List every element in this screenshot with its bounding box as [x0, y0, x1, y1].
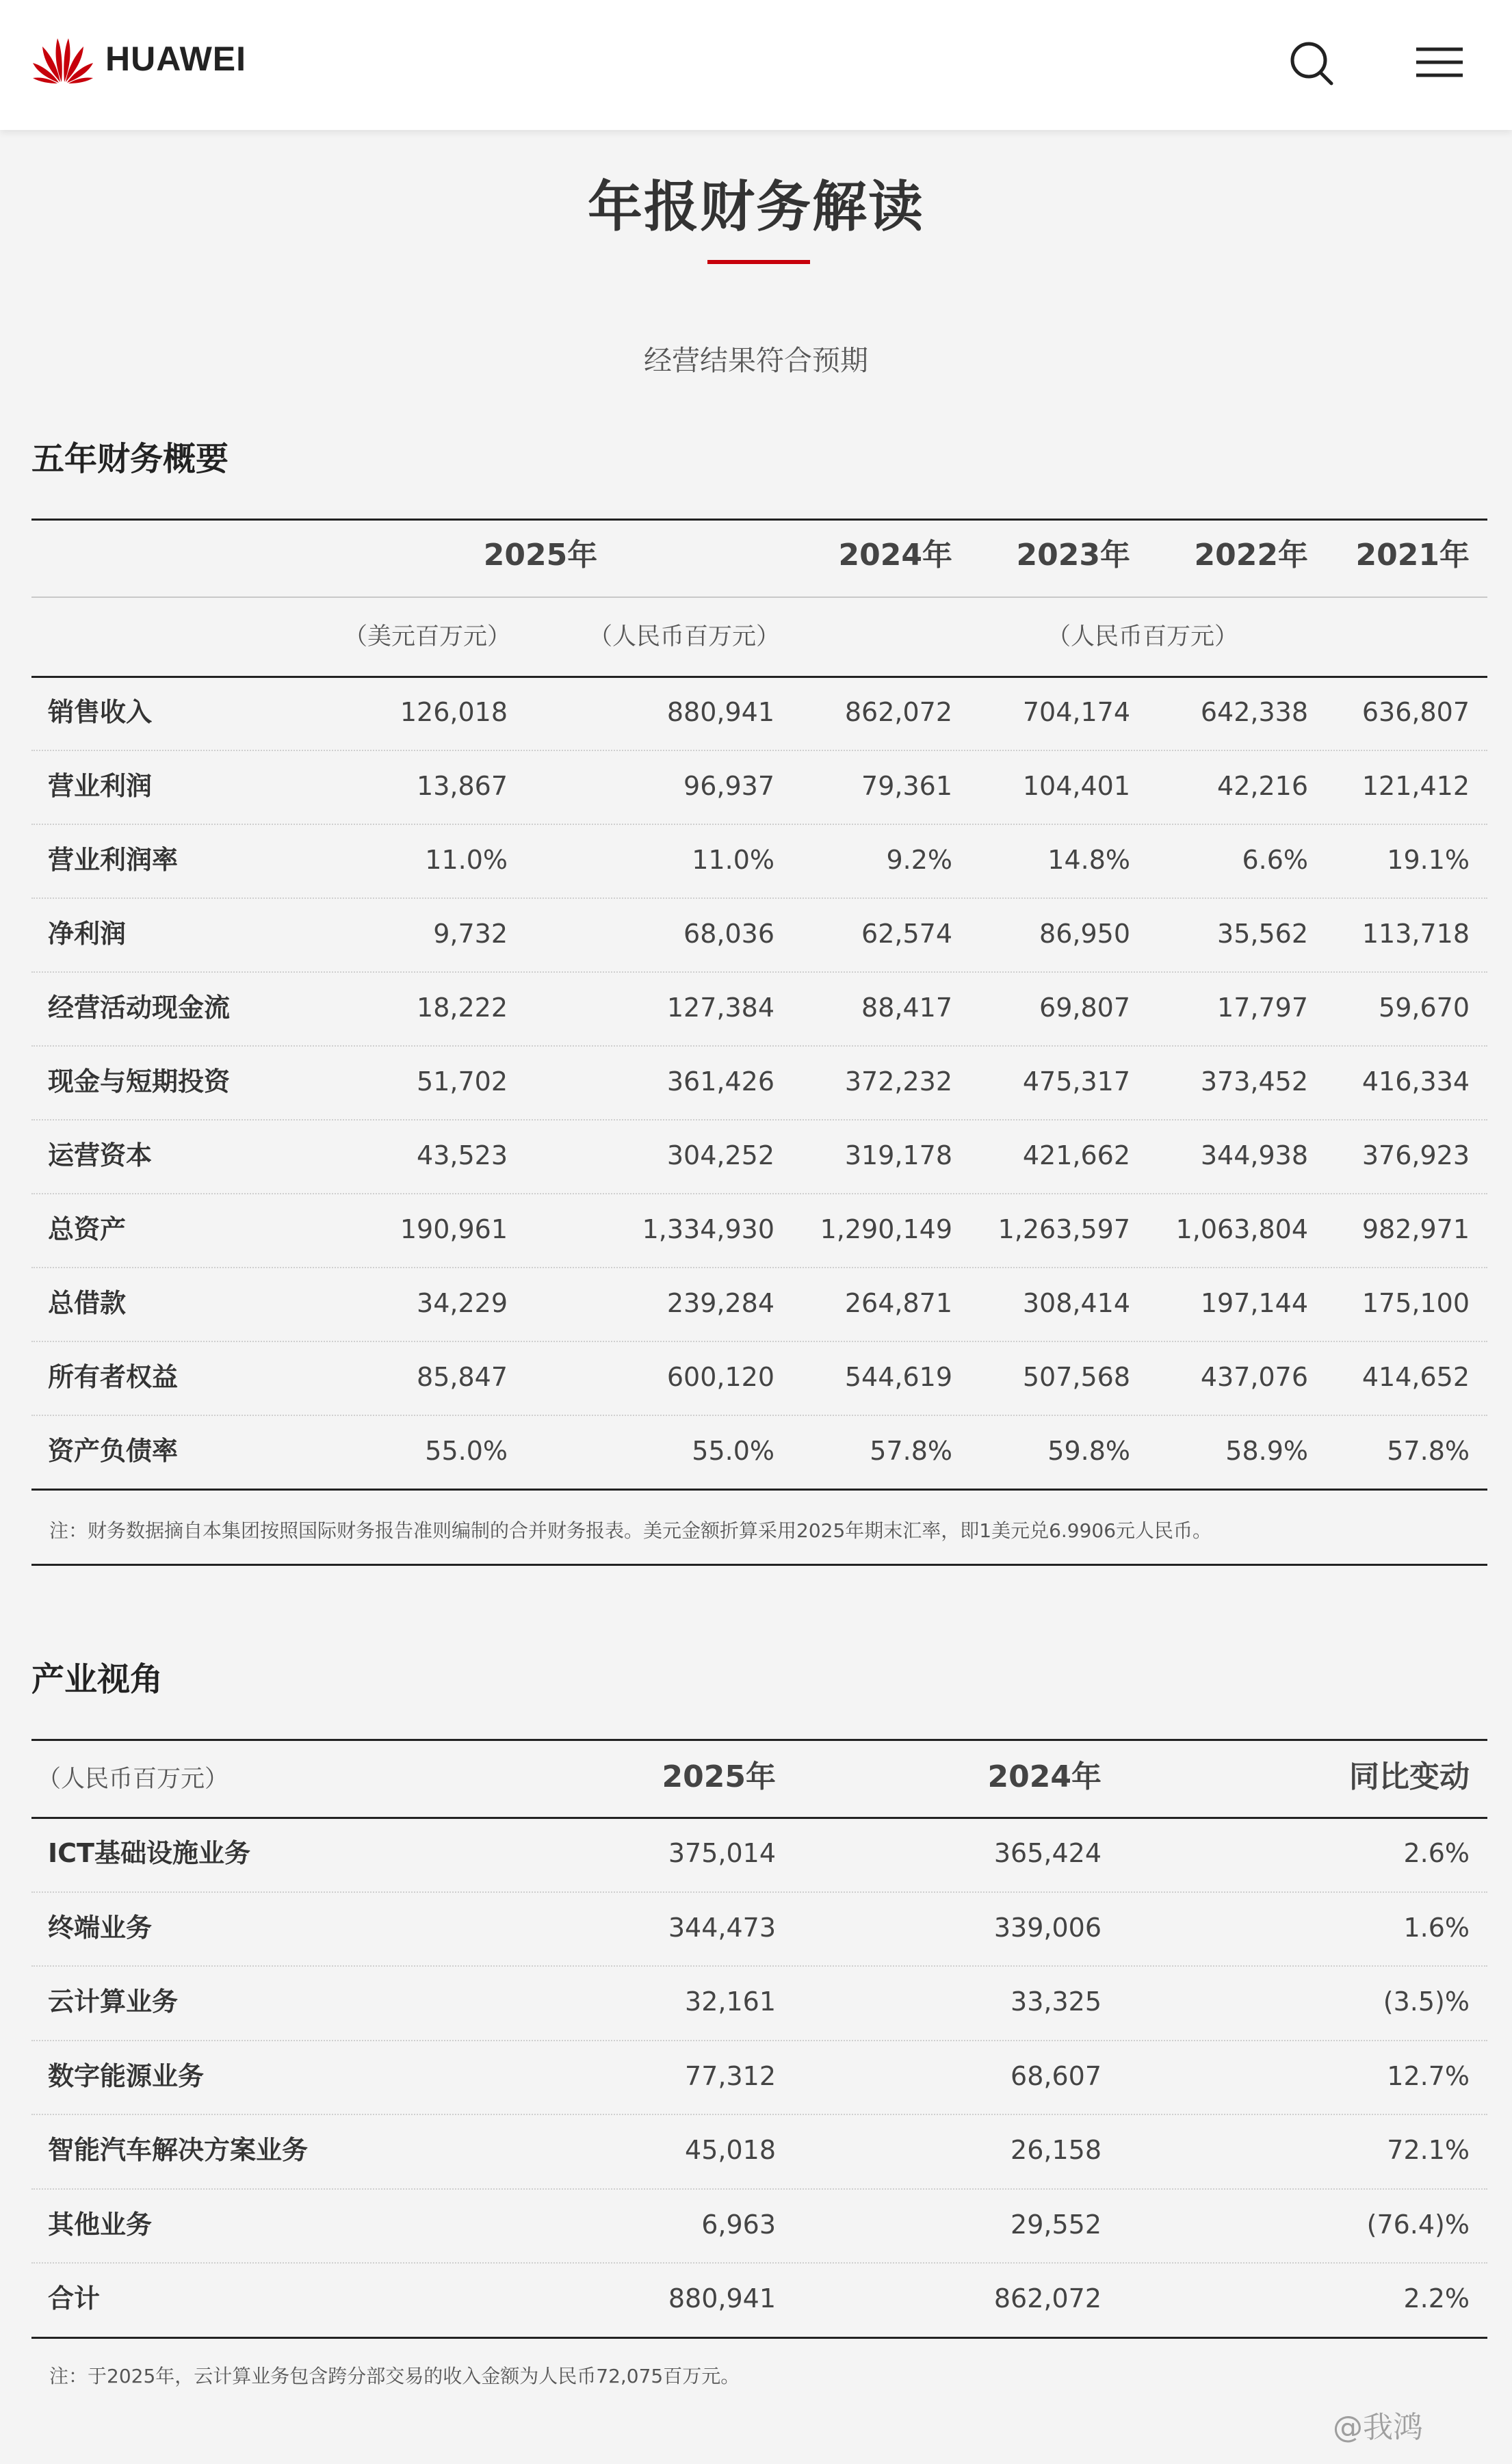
table-cell: 704,174: [1022, 697, 1130, 727]
table-cell: 642,338: [1200, 697, 1308, 727]
table-cell: 9,732: [433, 919, 508, 949]
row-label: 所有者权益: [48, 1362, 179, 1392]
table-cell: 372,232: [844, 1066, 952, 1097]
table-cell: 113,718: [1361, 919, 1470, 949]
table-cell: 68,036: [683, 919, 774, 949]
table-cell: 1,063,804: [1175, 1214, 1308, 1244]
table-cell: 17,797: [1217, 993, 1308, 1023]
table-cell: 544,619: [844, 1362, 952, 1392]
table-cell: 416,334: [1361, 1066, 1470, 1097]
table-cell: 304,252: [666, 1140, 774, 1170]
hamburger-menu-icon[interactable]: [1412, 36, 1467, 90]
table-cell: 13,867: [417, 771, 508, 801]
table-cell: 1,263,597: [998, 1214, 1130, 1244]
table-cell: 55.0%: [425, 1436, 508, 1466]
table-cell: 68,607: [1011, 2061, 1102, 2091]
table-cell: 361,426: [666, 1066, 774, 1097]
table-cell: 57.8%: [870, 1436, 952, 1466]
header-bottom-rule: [31, 676, 1487, 678]
table-cell: 12.7%: [1387, 2061, 1470, 2091]
row-divider: [31, 1415, 1487, 1416]
table-cell: 55.0%: [692, 1436, 774, 1466]
table-cell: 344,938: [1200, 1140, 1308, 1170]
table-cell: 19.1%: [1387, 845, 1470, 875]
summary-section-title: 五年财务概要: [31, 440, 229, 478]
table-cell: 32,161: [685, 1987, 776, 2017]
row-divider: [31, 971, 1487, 973]
table-cell: 18,222: [417, 993, 508, 1023]
row-label: 经营活动现金流: [48, 993, 231, 1023]
table-cell: 190,961: [400, 1214, 508, 1244]
row-divider: [31, 2188, 1487, 2190]
table-top-rule: [31, 519, 1487, 521]
table-cell: 59,670: [1379, 993, 1470, 1023]
unit-label: （美元百万元）: [343, 623, 512, 651]
unit-label: （人民币百万元）: [588, 623, 781, 651]
table-cell: 2.2%: [1403, 2283, 1470, 2314]
table-cell: 79,361: [861, 771, 952, 801]
row-label: 销售收入: [48, 697, 153, 727]
page-subtitle: 经营结果符合预期: [644, 344, 868, 377]
table-cell: 1.6%: [1403, 1913, 1470, 1943]
search-icon[interactable]: [1285, 36, 1340, 90]
industry-note: 注：于2025年，云计算业务包含跨分部交易的收入金额为人民币72,075百万元。: [49, 2365, 740, 2387]
table-cell: 421,662: [1022, 1140, 1130, 1170]
row-divider: [31, 1267, 1487, 1268]
table-cell: 86,950: [1039, 919, 1130, 949]
table-cell: 11.0%: [692, 845, 774, 875]
row-label: 云计算业务: [48, 1987, 179, 2017]
table-cell: 104,401: [1022, 771, 1130, 801]
table-cell: 475,317: [1022, 1066, 1130, 1097]
year-header: 2024年: [838, 538, 952, 573]
row-divider: [31, 2262, 1487, 2264]
unit-label: （人民币百万元）: [37, 1766, 229, 1793]
row-label: 净利润: [48, 919, 127, 949]
table-cell: 197,144: [1200, 1288, 1308, 1318]
table-top-rule: [31, 1739, 1487, 1741]
table-cell: 2.6%: [1403, 1838, 1470, 1868]
table-cell: 121,412: [1361, 771, 1470, 801]
table-bottom-rule: [31, 1489, 1487, 1491]
table-cell: 45,018: [685, 2135, 776, 2165]
table-cell: 880,941: [666, 697, 774, 727]
row-label: 总借款: [48, 1288, 127, 1318]
row-label: 营业利润: [48, 771, 153, 801]
row-label: 现金与短期投资: [48, 1066, 231, 1097]
header-divider: [31, 597, 1487, 598]
table-cell: 126,018: [400, 697, 508, 727]
watermark: @我鸿: [1333, 2410, 1423, 2445]
row-label: 运营资本: [48, 1140, 153, 1170]
table-cell: 6.6%: [1242, 845, 1308, 875]
industry-section-title: 产业视角: [31, 1660, 164, 1699]
unit-label: （人民币百万元）: [1047, 623, 1239, 651]
table-cell: 339,006: [993, 1913, 1102, 1943]
table-cell: 1,334,930: [642, 1214, 774, 1244]
row-label: 终端业务: [48, 1913, 153, 1943]
table-cell: (3.5)%: [1383, 1987, 1470, 2017]
table-cell: 507,568: [1022, 1362, 1130, 1392]
table-bottom-rule: [31, 2337, 1487, 2339]
table-cell: 375,014: [668, 1838, 776, 1868]
column-header: 2024年: [987, 1759, 1102, 1794]
header-bottom-rule: [31, 1817, 1487, 1819]
row-divider: [31, 1193, 1487, 1194]
row-divider: [31, 2114, 1487, 2115]
table-cell: 77,312: [685, 2061, 776, 2091]
row-label: 数字能源业务: [48, 2061, 205, 2091]
row-label: 资产负债率: [48, 1436, 179, 1466]
row-divider: [31, 1045, 1487, 1047]
table-cell: 982,971: [1361, 1214, 1470, 1244]
row-divider: [31, 824, 1487, 825]
table-cell: 9.2%: [886, 845, 952, 875]
summary-note: 注：财务数据摘自本集团按照国际财务报告准则编制的合并财务报表。美元金额折算采用2025年期末汇率，即1美元兑6.9906元人民币。: [49, 1519, 1212, 1542]
table-cell: 414,652: [1361, 1362, 1470, 1392]
note-bottom-rule: [31, 1564, 1487, 1566]
table-cell: 58.9%: [1225, 1436, 1308, 1466]
table-cell: 308,414: [1022, 1288, 1130, 1318]
table-cell: 96,937: [683, 771, 774, 801]
table-cell: 127,384: [666, 993, 774, 1023]
column-header: 同比变动: [1349, 1759, 1470, 1794]
table-cell: 11.0%: [425, 845, 508, 875]
table-cell: 51,702: [417, 1066, 508, 1097]
row-divider: [31, 897, 1487, 899]
row-label: 其他业务: [48, 2210, 153, 2240]
table-cell: 437,076: [1200, 1362, 1308, 1392]
table-cell: 59.8%: [1047, 1436, 1130, 1466]
year-header: 2021年: [1355, 538, 1470, 573]
table-cell: 29,552: [1011, 2210, 1102, 2240]
table-cell: 14.8%: [1047, 845, 1130, 875]
table-cell: 319,178: [844, 1140, 952, 1170]
row-divider: [31, 1119, 1487, 1120]
year-header: 2022年: [1194, 538, 1308, 573]
table-cell: 26,158: [1011, 2135, 1102, 2165]
table-cell: 35,562: [1217, 919, 1308, 949]
table-cell: 373,452: [1200, 1066, 1308, 1097]
huawei-logo[interactable]: [30, 31, 246, 86]
table-cell: 69,807: [1039, 993, 1130, 1023]
table-cell: 33,325: [1011, 1987, 1102, 2017]
year-header: 2023年: [1016, 538, 1130, 573]
table-cell: 264,871: [844, 1288, 952, 1318]
year-header: 2025年: [483, 538, 598, 573]
page-title: 年报财务解读: [588, 175, 924, 239]
table-cell: 600,120: [666, 1362, 774, 1392]
table-cell: 862,072: [844, 697, 952, 727]
table-cell: 862,072: [993, 2283, 1102, 2314]
title-underline: [707, 260, 810, 264]
row-divider: [31, 1965, 1487, 1967]
row-divider: [31, 750, 1487, 751]
column-header: 2025年: [662, 1759, 776, 1794]
row-label: 合计: [48, 2283, 101, 2314]
table-cell: (76.4)%: [1366, 2210, 1470, 2240]
table-cell: 1,290,149: [820, 1214, 952, 1244]
table-cell: 365,424: [993, 1838, 1102, 1868]
table-cell: 344,473: [668, 1913, 776, 1943]
table-cell: 636,807: [1361, 697, 1470, 727]
row-divider: [31, 1341, 1487, 1342]
row-label: 智能汽车解决方案业务: [48, 2135, 309, 2165]
brand-name: HUAWEI: [105, 40, 246, 78]
table-cell: 42,216: [1217, 771, 1308, 801]
table-cell: 175,100: [1361, 1288, 1470, 1318]
table-cell: 57.8%: [1387, 1436, 1470, 1466]
table-cell: 43,523: [417, 1140, 508, 1170]
table-cell: 6,963: [701, 2210, 776, 2240]
table-cell: 85,847: [417, 1362, 508, 1392]
top-nav-bar: [0, 0, 1512, 130]
table-cell: 62,574: [861, 919, 952, 949]
huawei-flower-icon: [30, 34, 96, 83]
row-label: 总资产: [48, 1214, 127, 1244]
row-label: 营业利润率: [48, 845, 179, 875]
table-cell: 88,417: [861, 993, 952, 1023]
table-cell: 72.1%: [1387, 2135, 1470, 2165]
row-divider: [31, 1891, 1487, 1893]
row-label: ICT基础设施业务: [48, 1838, 250, 1868]
table-cell: 239,284: [666, 1288, 774, 1318]
table-cell: 376,923: [1361, 1140, 1470, 1170]
row-divider: [31, 2040, 1487, 2041]
table-cell: 34,229: [417, 1288, 508, 1318]
table-cell: 880,941: [668, 2283, 776, 2314]
